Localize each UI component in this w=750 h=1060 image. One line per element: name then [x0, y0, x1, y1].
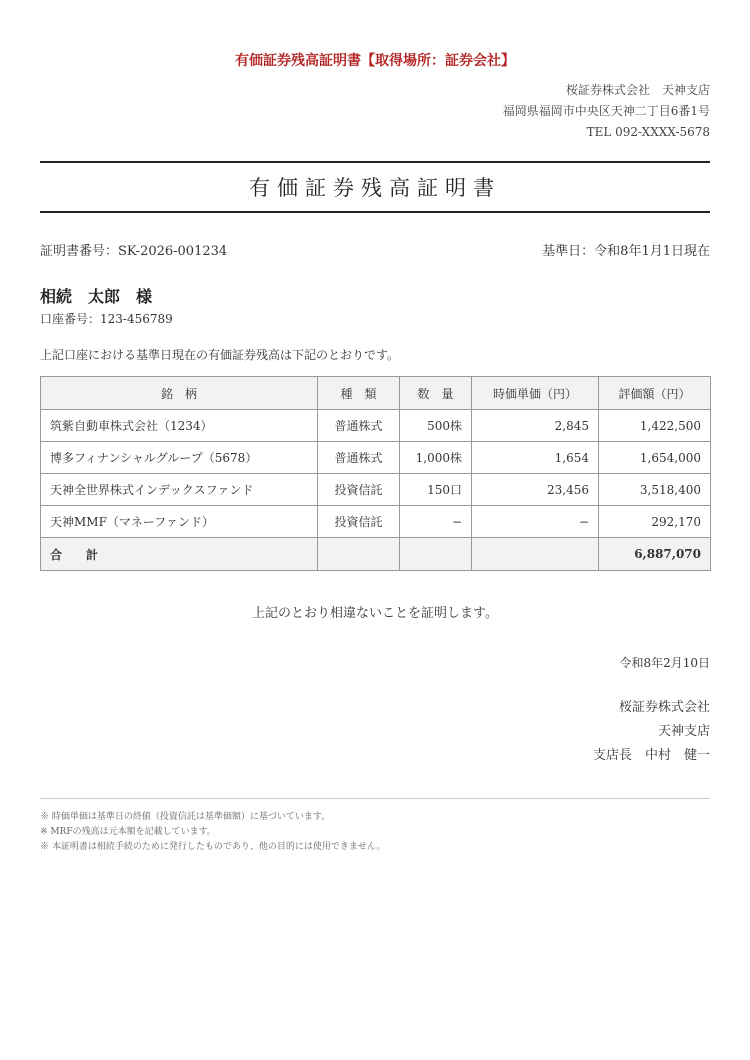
holdings-table	[40, 376, 711, 571]
document-title: 有価証券残高証明書	[249, 176, 501, 200]
total-value: 6,887,070	[599, 538, 711, 571]
cell-type: 普通株式	[318, 442, 400, 474]
account-number: 口座番号：123-456789	[40, 312, 173, 326]
total-label: 合 計	[41, 538, 318, 571]
certificate-number: 証明書番号：SK-2026-001234	[40, 244, 228, 259]
recipient-name: 相続 太郎 様	[40, 287, 153, 306]
total-empty-cell	[472, 538, 599, 571]
signature-block	[593, 696, 710, 768]
issuer-block	[503, 80, 710, 143]
total-empty-cell	[400, 538, 472, 571]
table-row	[41, 410, 711, 442]
cell-security: 天神全世界株式インデックスファンド	[41, 474, 318, 506]
cell-quantity: −	[400, 506, 472, 538]
table-header-row	[41, 377, 711, 410]
intro-text: 上記口座における基準日現在の有価証券残高は下記のとおりです。	[40, 348, 400, 362]
sign-branch: 天神支店	[657, 724, 710, 739]
issuer-phone: TEL 092-XXXX-5678	[586, 125, 710, 139]
certification-statement: 上記のとおり相違ないことを証明します。	[252, 606, 498, 621]
cell-value: 3,518,400	[599, 474, 711, 506]
header-unit-price: 時価単価（円）	[472, 377, 599, 410]
header-quantity: 数 量	[400, 377, 472, 410]
note-item: ※ 本証明書は相続手続のために発行したものであり、他の目的には使用できません。	[40, 842, 386, 852]
issuer-address: 福岡県福岡市中央区天神二丁目6番1号	[502, 104, 710, 118]
cell-security: 博多フィナンシャルグループ（5678）	[41, 442, 318, 474]
header-value: 評価額（円）	[599, 377, 711, 410]
table-row	[41, 506, 711, 538]
base-date: 基準日：令和8年1月1日現在	[542, 244, 710, 259]
cell-value: 1,654,000	[599, 442, 711, 474]
cell-value: 1,422,500	[599, 410, 711, 442]
cell-unit-price: 23,456	[472, 474, 599, 506]
cell-unit-price: 1,654	[472, 442, 599, 474]
notes-block	[40, 810, 385, 855]
notes-divider	[40, 798, 710, 799]
cell-unit-price: 2,845	[472, 410, 599, 442]
cell-type: 普通株式	[318, 410, 400, 442]
issue-date: 令和8年2月10日	[619, 656, 710, 670]
cell-type: 投資信託	[318, 474, 400, 506]
cell-type: 投資信託	[318, 506, 400, 538]
title-rule-top	[40, 161, 710, 163]
issuer-name: 桜証券株式会社 天神支店	[565, 83, 710, 97]
cell-security: 天神MMF（マネーファンド）	[41, 506, 318, 538]
sign-manager: 支店長 中村 健一	[592, 748, 710, 763]
note-item: ※ 時価単価は基準日の終値（投資信託は基準価額）に基づいています。	[40, 812, 331, 822]
total-row	[41, 538, 711, 571]
title-rule-bottom	[40, 211, 710, 213]
table-row	[41, 474, 711, 506]
table-row	[41, 442, 711, 474]
cell-value: 292,170	[599, 506, 711, 538]
cell-quantity: 500株	[400, 410, 472, 442]
cell-security: 筑紫自動車株式会社（1234）	[41, 410, 318, 442]
total-empty-cell	[318, 538, 400, 571]
note-item: ※ MRFの残高は元本額を記載しています。	[40, 827, 216, 837]
page-top-title: 有価証券残高証明書【取得場所：証券会社】	[235, 53, 515, 69]
cell-quantity: 150口	[400, 474, 472, 506]
header-type: 種 類	[318, 377, 400, 410]
cell-unit-price: −	[472, 506, 599, 538]
sign-company: 桜証券株式会社	[618, 700, 710, 715]
cell-quantity: 1,000株	[400, 442, 472, 474]
header-security: 銘 柄	[41, 377, 318, 410]
